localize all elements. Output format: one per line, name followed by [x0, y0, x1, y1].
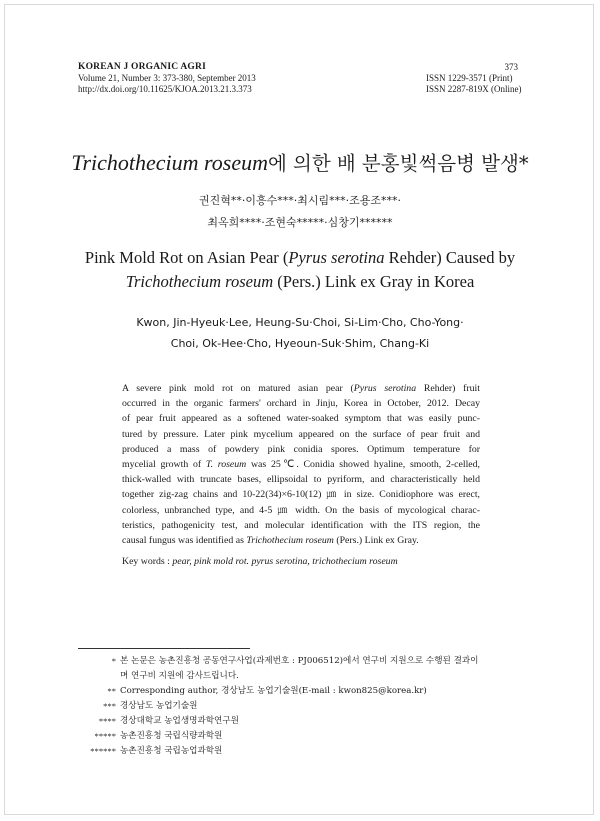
abstract-line	[122, 457, 480, 472]
abstract	[122, 381, 480, 548]
authors-korean-line-2: 최옥희****·조현숙*****·심창기******	[207, 216, 393, 229]
title-english-line-1	[40, 246, 560, 270]
abstract-line	[122, 533, 480, 548]
footnote-mark: ****	[98, 716, 116, 726]
abstract-text: was 25℃. Conidia showed hyaline, smooth, 2-celled,	[246, 459, 480, 471]
abstract-text: (Pers.) Link ex Gray.	[333, 535, 419, 547]
footnote-mark: *****	[94, 731, 116, 741]
keywords-label: Key words :	[122, 556, 173, 567]
footnote-divider	[78, 648, 250, 649]
footnote-text: Corresponding author, 경상남도 농업기술원(E-mail : kwon825@korea.kr)	[120, 686, 427, 696]
title-english	[40, 246, 560, 294]
footnote-affiliation	[78, 699, 528, 714]
footnote-mark: ******	[90, 746, 116, 756]
abstract-species: T. roseum	[205, 459, 247, 471]
footnote-text: 농촌진흥청 국립농업과학원	[120, 746, 223, 756]
footnote-affiliation	[78, 729, 528, 744]
title-en-fungus: Trichothecium roseum	[125, 272, 274, 291]
footnote-corresponding	[78, 684, 528, 699]
abstract-line: together zig-zag chains and 10-22(34)×6-10(12) ㎛ in size. Conidiophore was erect,	[122, 489, 480, 501]
journal-name: KOREAN J ORGANIC AGRI	[78, 62, 206, 72]
title-english-line-2	[40, 270, 560, 294]
footnote-mark: ***	[103, 701, 116, 711]
title-korean-sci-name: Trichothecium roseum	[71, 150, 268, 175]
footnotes	[78, 654, 528, 759]
abstract-line: tured by pressure. Later pink mycelium appeared on the surface of pear fruit and	[122, 428, 480, 440]
authors-korean	[60, 190, 540, 234]
abstract-text: mycelial growth of	[122, 459, 206, 471]
footnote-text	[120, 654, 528, 684]
footnote-text: 경상대학교 농업생명과학연구원	[120, 716, 239, 726]
title-en-text: Rehder) Caused by	[384, 248, 516, 267]
abstract-line	[122, 381, 480, 396]
abstract-line: teristics, pathogenicity test, and molecular identification with the ITS region, the	[122, 519, 480, 531]
issn-print: ISSN 1229-3571 (Print)	[426, 73, 513, 83]
footnote-affiliation	[78, 744, 528, 759]
authors-english-line-1: Kwon, Jin-Hyeuk·Lee, Heung-Su·Choi, Si-Lim·Cho, Cho-Yong·	[136, 316, 464, 329]
title-en-text: Pink Mold Rot on Asian Pear (	[84, 248, 289, 267]
abstract-line: thick-walled with truncate bases, ellipsoidal to pyriform, and characteristically held	[122, 474, 480, 486]
title-en-text: (Pers.) Link ex Gray in Korea	[273, 272, 475, 291]
authors-english	[60, 312, 540, 354]
footnote-text: 농촌진흥청 국립식량과학원	[120, 731, 223, 741]
title-en-species: Pyrus serotina	[288, 248, 385, 267]
footnote-line: 본 논문은 농촌진흥청 공동연구사업(과제번호 : PJ006512)에서 연구비 지원으로 수행된 결과이	[120, 656, 479, 666]
title-korean-text: 에 의한 배 분홍빛썩음병 발생*	[267, 152, 529, 175]
title-korean	[60, 148, 540, 176]
doi-link[interactable]: http://dx.doi.org/10.11625/KJOA.2013.21.3.373	[78, 84, 252, 94]
page-number: 373	[504, 62, 518, 72]
keywords	[122, 555, 480, 569]
authors-english-line-2: Choi, Ok-Hee·Cho, Hyeoun-Suk·Shim, Chang-Ki	[170, 337, 430, 350]
abstract-text: causal fungus was identified as	[122, 535, 247, 547]
abstract-line: of pear fruit appeared as a softened water-soaked symptom that was easily punc-	[122, 413, 480, 425]
abstract-text: Rehder) fruit	[416, 383, 480, 394]
footnote-mark: *	[111, 656, 116, 666]
footnote-affiliation	[78, 714, 528, 729]
authors-korean-line-1: 권진혁**·이흥수***·최시림***·조용조***·	[199, 194, 401, 207]
journal-header	[78, 62, 256, 95]
issn-block	[426, 62, 522, 95]
footnote-line: 며 연구비 지원에 감사드립니다.	[120, 671, 239, 681]
abstract-line: occurred in the organic farmers' orchard in Jinju, Korea in October, 2012. Decay	[122, 398, 480, 410]
footnote-funding	[78, 654, 528, 684]
volume-info: Volume 21, Number 3: 373-380, September 2013	[78, 73, 256, 83]
footnote-mark: **	[107, 686, 116, 696]
issn-online: ISSN 2287-819X (Online)	[426, 84, 522, 94]
abstract-species: Pyrus serotina	[353, 383, 417, 394]
abstract-line: colorless, unbranched type, and 4-5 ㎛ width. On the basis of mycological charac-	[122, 504, 480, 516]
abstract-species: Trichothecium roseum	[246, 535, 334, 547]
abstract-text: A severe pink mold rot on matured asian pear (	[122, 383, 354, 394]
footnote-text: 경상남도 농업기술원	[120, 701, 198, 711]
abstract-line: produced a mass of powdery pink conidia spores. Optimum temperature for	[122, 443, 480, 455]
keywords-terms: pear, pink mold rot. pyrus serotina, trichothecium roseum	[172, 556, 398, 567]
